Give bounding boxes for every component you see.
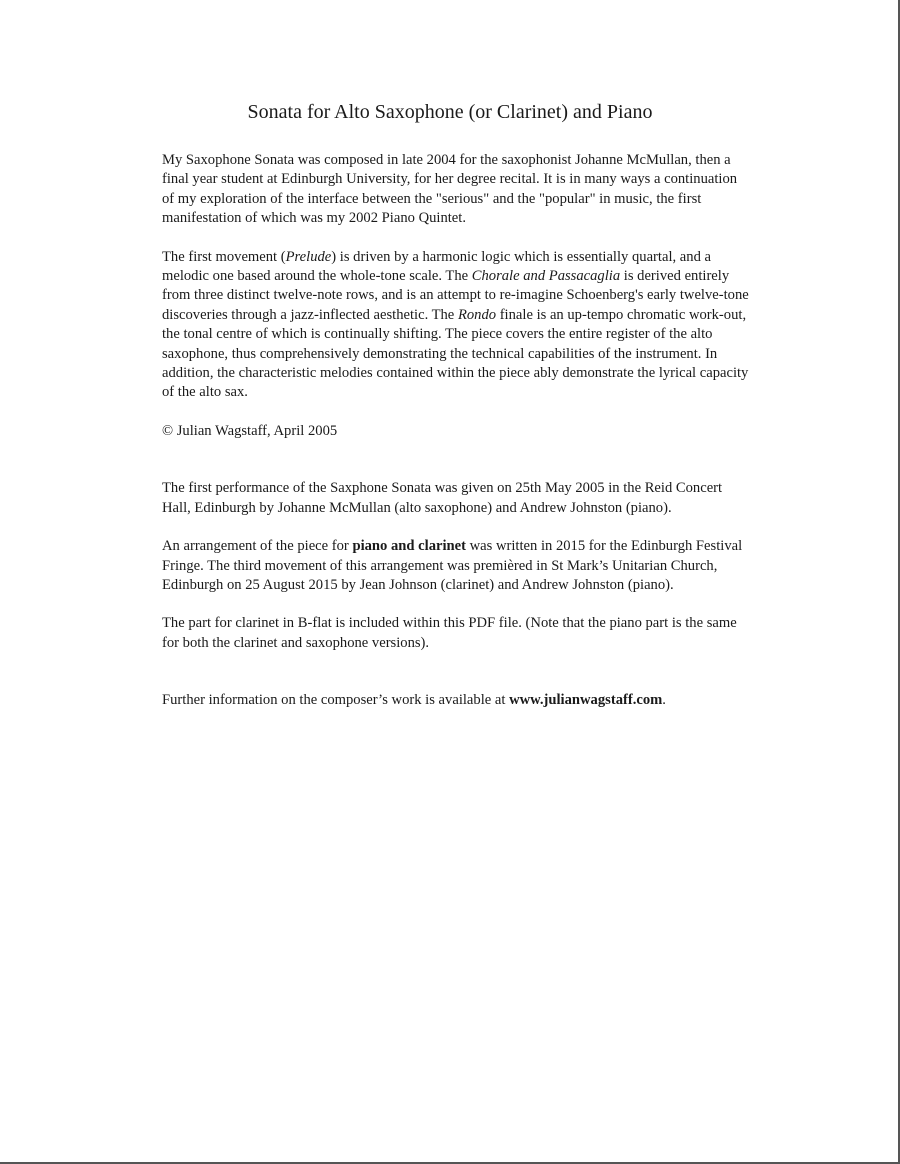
movements-text-2: ) is driven by a harmonic logic which is essentially quartal, and a melodic one based around the whole-tone scale. The — [162, 248, 712, 285]
movement-chorale-passacaglia: Chorale and Passacaglia — [471, 268, 621, 285]
movement-rondo: Rondo — [457, 306, 497, 323]
document-title: Sonata for Alto Saxophone (or Clarinet) and Piano — [247, 101, 653, 123]
further-info-period: . — [662, 692, 666, 709]
website-link[interactable]: www.julianwagstaff.com — [509, 692, 663, 709]
further-info-text: Further information on the composer’s work is available at — [162, 692, 510, 709]
paragraph-further-info — [162, 691, 752, 710]
paragraph-first-performance: The first performance of the Saxphone Sonata was given on 25th May 2005 in the Reid Concert Hall, Edinburgh by Johanne McMullan (alto saxophone) and Andrew Johnston (piano). — [162, 480, 723, 516]
movement-prelude: Prelude — [285, 248, 332, 265]
paragraph-composition-history: My Saxophone Sonata was composed in late 2004 for the saxophonist Johanne McMullan, then a final year student at Edinburgh University, for her degree recital. It is in many ways a continuation of my exploration of the interface between the "serious" and the "popular" in music, the first manifestation of which was my 2002 Piano Quintet. — [162, 152, 738, 227]
arrangement-text-2: was written in 2015 for the Edinburgh Festival Fringe. The third movement of this arrangement was premièred in St Mark’s Unitarian Church, Edinburgh on 25 August 2015 by Jean Johnson (clarinet) and Andrew Johnston (piano). — [162, 538, 743, 593]
paragraph-clarinet-part-note: The part for clarinet in B-flat is included within this PDF file. (Note that the piano part is the same for both the clarinet and saxophone versions). — [162, 615, 737, 651]
paragraph-clarinet-arrangement — [162, 537, 752, 595]
paragraph-movements — [162, 248, 752, 403]
movements-text-3: is derived entirely from three distinct twelve-note rows, and is an attempt to re-imagine Schoenberg's early twelve-tone discoveries through a jazz-inflected aesthetic. The — [162, 268, 749, 323]
movements-text-1: The first movement ( — [162, 248, 286, 265]
document-body — [162, 151, 752, 711]
copyright-line: © Julian Wagstaff, April 2005 — [162, 422, 338, 439]
movements-text-4: finale is an up-tempo chromatic work-out, the tonal centre of which is continually shifting. The piece covers the entire register of the alto saxophone, thus comprehensively demonstrating the technical capabilities of the instrument. In addition, the characteristic melodies contained within the piece ably demonstrate the lyrical capacity of the alto sax. — [162, 306, 749, 401]
piano-and-clarinet-bold: piano and clarinet — [352, 538, 466, 555]
arrangement-text-1: An arrangement of the piece for — [162, 538, 353, 555]
